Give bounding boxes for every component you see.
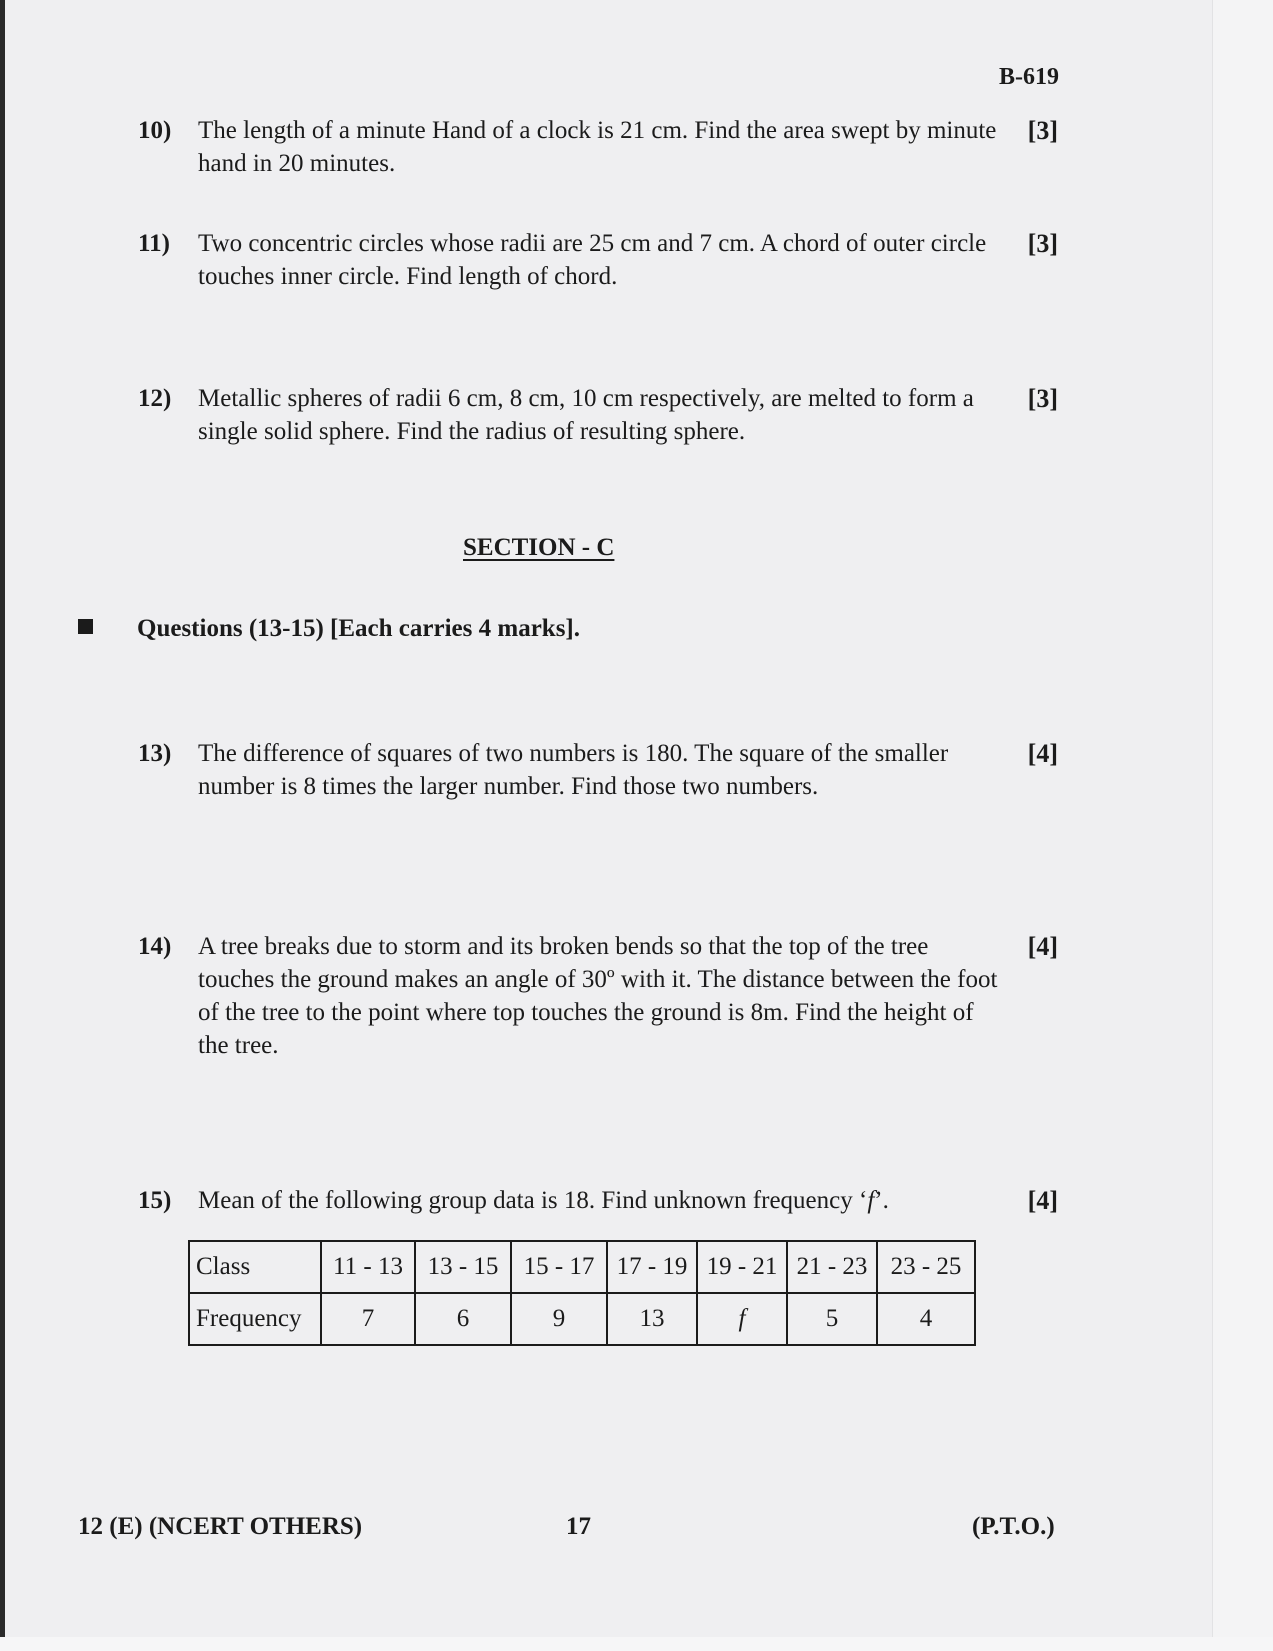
square-bullet-icon xyxy=(78,619,93,634)
question-marks: [3] xyxy=(1027,384,1058,413)
question-text: Metallic spheres of radii 6 cm, 8 cm, 10 cm respectively, are melted to form a single solid sphere. Find the radius of resulting sphere. xyxy=(198,385,974,445)
question-marks: [4] xyxy=(1027,932,1058,961)
question-text-part: Mean of the following group data is 18. Find unknown frequency ‘ xyxy=(198,1187,868,1214)
table-header-cell: Class xyxy=(189,1241,321,1293)
table-cell: 23 - 25 xyxy=(877,1241,975,1293)
table-cell: 19 - 21 xyxy=(697,1241,787,1293)
table-row-class xyxy=(189,1241,975,1293)
table-cell: 6 xyxy=(415,1293,511,1345)
table-cell: 21 - 23 xyxy=(787,1241,877,1293)
scan-edge-right xyxy=(1212,0,1273,1651)
footer-page-number: 17 xyxy=(566,1513,591,1540)
table-cell: 17 - 19 xyxy=(607,1241,697,1293)
question-text: The length of a minute Hand of a clock is 21 cm. Find the area swept by minute hand in 20 minutes. xyxy=(198,117,997,177)
table-row-frequency xyxy=(189,1293,975,1345)
table-cell: 9 xyxy=(511,1293,607,1345)
question-text: The difference of squares of two numbers is 180. The square of the smaller number is 8 times the larger number. Find those two numbers. xyxy=(198,740,949,800)
frequency-table xyxy=(188,1240,976,1346)
question-number: 14) xyxy=(138,933,172,960)
section-instruction xyxy=(78,615,580,643)
footer-pto: (P.T.O.) xyxy=(972,1513,1055,1540)
paper-code: B-619 xyxy=(999,64,1059,90)
question-number: 12) xyxy=(138,385,172,412)
table-cell: 15 - 17 xyxy=(511,1241,607,1293)
footer-subject: 12 (E) (NCERT OTHERS) xyxy=(78,1513,363,1540)
frequency-variable: f xyxy=(867,1187,875,1214)
table-cell: 4 xyxy=(877,1293,975,1345)
table-cell: f xyxy=(697,1293,787,1345)
question-marks: [4] xyxy=(1027,739,1058,768)
table-cell: 13 - 15 xyxy=(415,1241,511,1293)
question-number: 15) xyxy=(138,1187,172,1214)
table-cell: 7 xyxy=(321,1293,415,1345)
question-number: 13) xyxy=(138,740,172,767)
question-marks: [4] xyxy=(1027,1186,1058,1215)
table-header-cell: Frequency xyxy=(189,1293,321,1345)
question-number: 10) xyxy=(138,117,172,144)
table-cell: 5 xyxy=(787,1293,877,1345)
question-text xyxy=(198,1184,998,1217)
question-text-part: ’. xyxy=(874,1187,889,1214)
table-cell: 13 xyxy=(607,1293,697,1345)
section-title: SECTION - C xyxy=(463,534,615,561)
question-text: Two concentric circles whose radii are 25 cm and 7 cm. A chord of outer circle touches inner circle. Find length of chord. xyxy=(198,230,987,290)
question-marks: [3] xyxy=(1027,229,1058,258)
instruction-text: Questions (13-15) [Each carries 4 marks]. xyxy=(137,615,580,642)
question-text: A tree breaks due to storm and its broken bends so that the top of the tree touches the ground makes an angle of 30º with it. The distance between the foot of the tree to the point where top touches the ground is 8m. Find the height of the tree. xyxy=(198,933,998,1059)
table-cell: 11 - 13 xyxy=(321,1241,415,1293)
question-marks: [3] xyxy=(1027,116,1058,145)
question-number: 11) xyxy=(138,230,170,257)
